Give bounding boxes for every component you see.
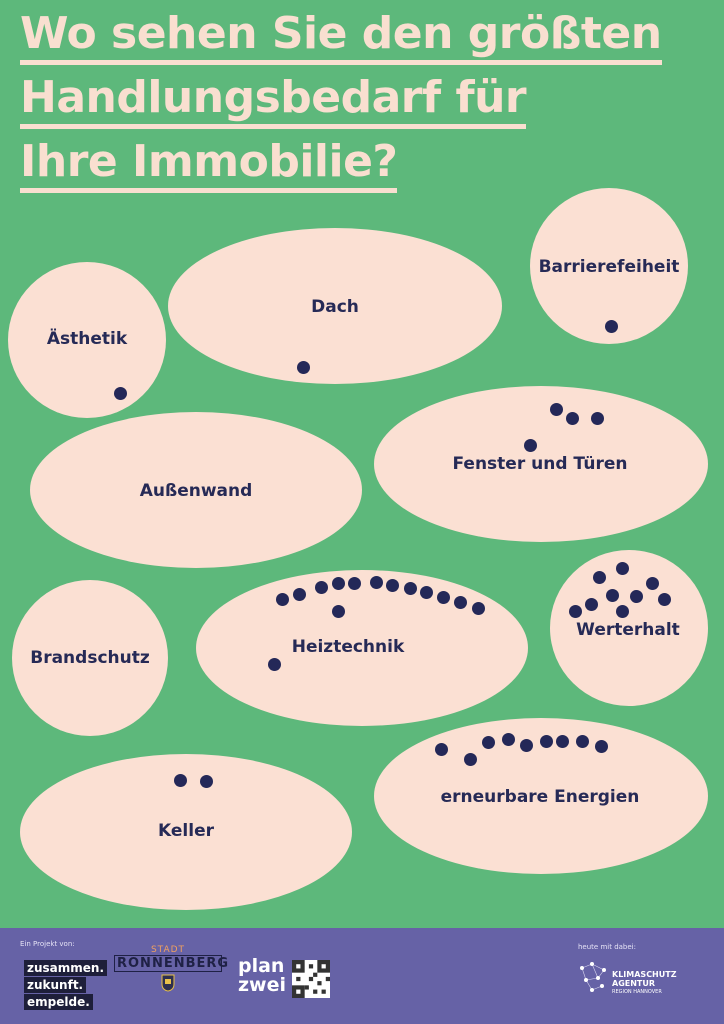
partner-label: heute mit dabei: (578, 943, 636, 951)
klimaschutz-logo (612, 970, 677, 997)
klima-line-1: KLIMASCHUTZ (612, 970, 677, 979)
vote-dot-keller (174, 774, 187, 787)
vote-dot-energien (540, 735, 553, 748)
qr-code-icon (292, 960, 330, 998)
klima-line-3: REGION HANNOVER (612, 989, 662, 995)
label-heiztechnik: Heiztechnik (291, 637, 405, 657)
label-aesthetik: Ästhetik (46, 329, 128, 349)
label-fenster: Fenster und Türen (452, 454, 628, 474)
ronnenberg-text: RONNENBERG (114, 955, 222, 972)
vote-dot-heiztechnik (268, 658, 281, 671)
title-line-1: Wo sehen Sie den größten (20, 8, 662, 65)
vote-dot-heiztechnik (276, 593, 289, 606)
zusammen-line-3: empelde. (24, 994, 93, 1010)
ronnenberg-logo (114, 945, 230, 996)
title-line-3: Ihre Immobilie? (20, 136, 397, 193)
zusammen-line-1: zusammen. (24, 960, 107, 976)
vote-dot-energien (520, 739, 533, 752)
vote-dot-fenster (550, 403, 563, 416)
vote-dot-energien (464, 753, 477, 766)
vote-dot-dach (297, 361, 310, 374)
label-keller: Keller (158, 821, 214, 841)
plan-text: plan (238, 955, 285, 977)
vote-dot-werterhalt (616, 605, 629, 618)
vote-dot-fenster (524, 439, 537, 452)
vote-dot-energien (435, 743, 448, 756)
zusammen-logo (24, 960, 107, 1011)
vote-dot-heiztechnik (437, 591, 450, 604)
label-aussenwand: Außenwand (139, 481, 253, 501)
vote-dot-heiztechnik (332, 605, 345, 618)
vote-dot-heiztechnik (404, 582, 417, 595)
vote-dot-heiztechnik (420, 586, 433, 599)
vote-dot-energien (556, 735, 569, 748)
vote-dot-fenster (591, 412, 604, 425)
zusammen-line-2: zukunft. (24, 977, 86, 993)
vote-dot-werterhalt (593, 571, 606, 584)
vote-dot-werterhalt (585, 598, 598, 611)
project-label: Ein Projekt von: (20, 940, 75, 948)
vote-dot-werterhalt (630, 590, 643, 603)
vote-dot-energien (595, 740, 608, 753)
vote-dot-heiztechnik (472, 602, 485, 615)
vote-dot-keller (200, 775, 213, 788)
vote-dot-energien (482, 736, 495, 749)
vote-dot-werterhalt (569, 605, 582, 618)
vote-dot-heiztechnik (348, 577, 361, 590)
crest-icon (161, 974, 175, 992)
zwei-text: zwei (238, 974, 287, 996)
label-dach: Dach (311, 297, 359, 317)
vote-dot-fenster (566, 412, 579, 425)
vote-dot-werterhalt (646, 577, 659, 590)
network-icon (578, 960, 610, 996)
label-werterhalt: Werterhalt (576, 620, 680, 640)
label-barriere: Barrierefeiheit (538, 257, 680, 277)
vote-dot-energien (502, 733, 515, 746)
vote-dot-barriere (605, 320, 618, 333)
vote-dot-heiztechnik (332, 577, 345, 590)
vote-dot-aesthetik (114, 387, 127, 400)
vote-dot-heiztechnik (386, 579, 399, 592)
vote-dot-heiztechnik (293, 588, 306, 601)
vote-dot-werterhalt (658, 593, 671, 606)
vote-dot-energien (576, 735, 589, 748)
vote-dot-werterhalt (606, 589, 619, 602)
label-energien: erneurbare Energien (440, 787, 640, 807)
label-brandschutz: Brandschutz (30, 648, 150, 668)
vote-dot-heiztechnik (315, 581, 328, 594)
vote-dot-heiztechnik (370, 576, 383, 589)
planzwei-logo (238, 957, 286, 995)
vote-dot-heiztechnik (454, 596, 467, 609)
vote-dot-werterhalt (616, 562, 629, 575)
title-line-2: Handlungsbedarf für (20, 72, 526, 129)
klima-line-2: AGENTUR (612, 979, 656, 988)
stadt-text: STADT (150, 945, 186, 955)
